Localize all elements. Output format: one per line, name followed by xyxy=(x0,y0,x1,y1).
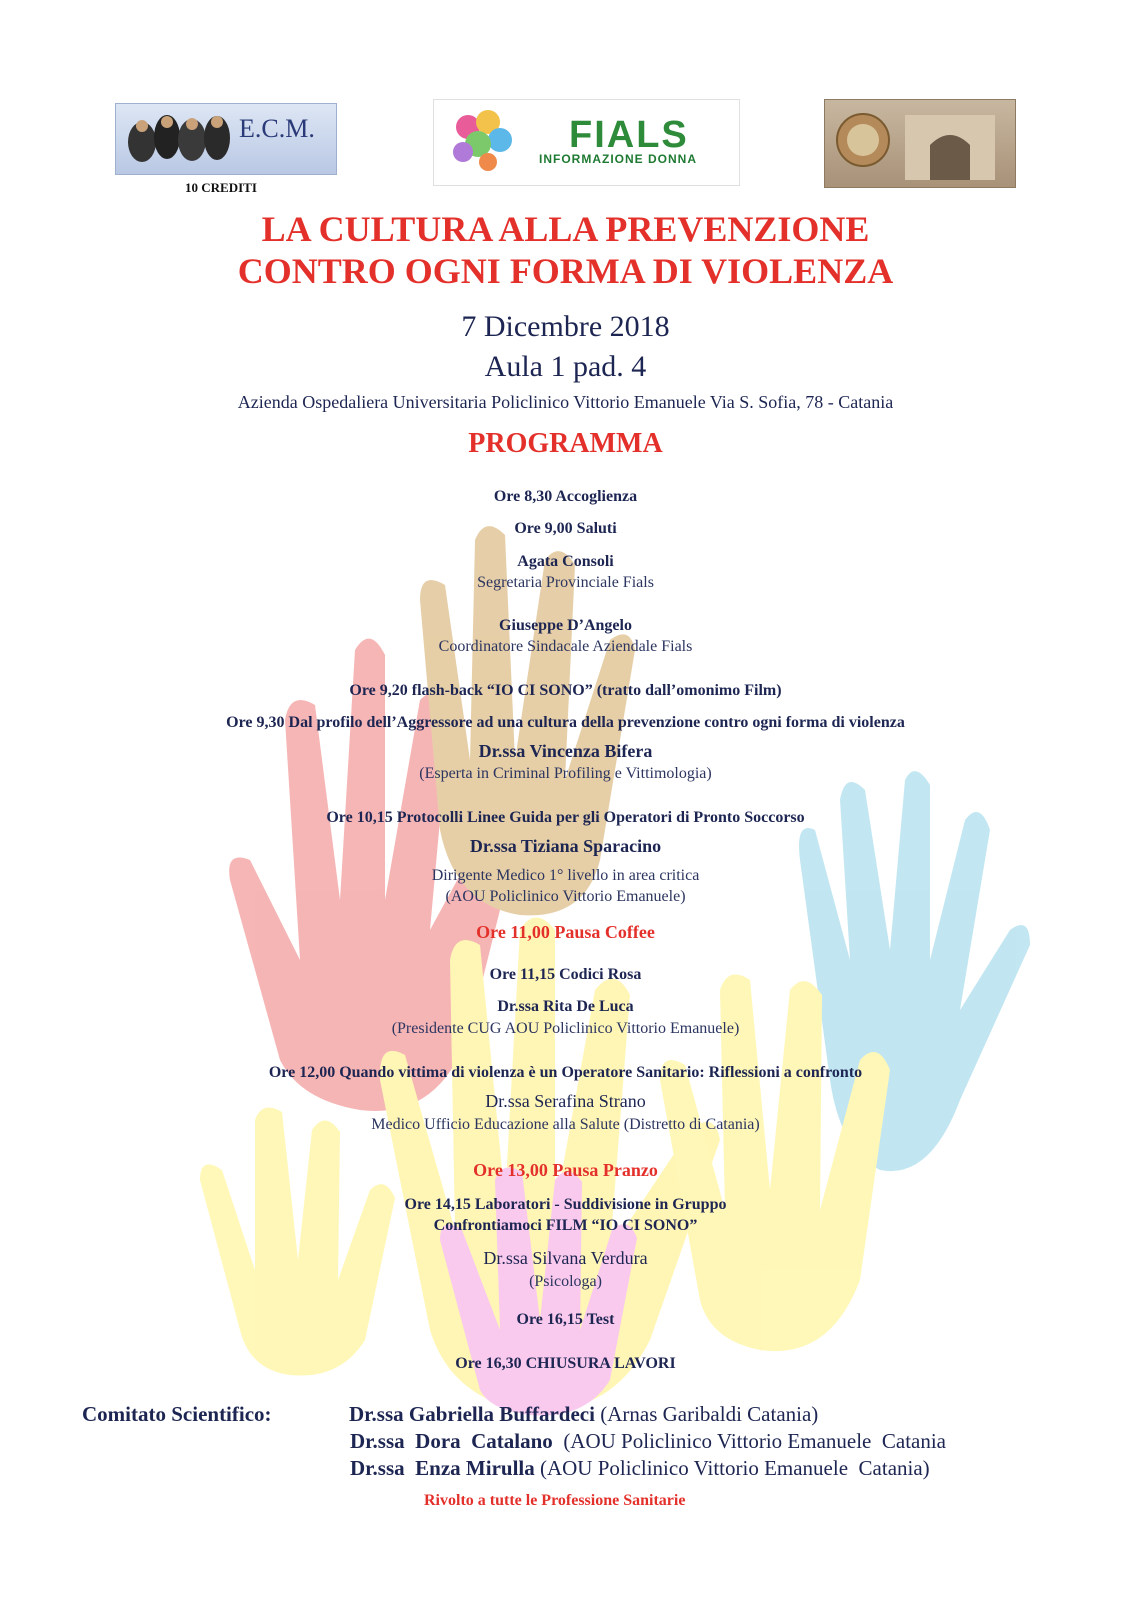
fials-logo xyxy=(433,99,740,186)
speaker-role: (AOU Policlinico Vittorio Emanuele) xyxy=(445,888,686,905)
title-line-1: LA CULTURA ALLA PREVENZIONE xyxy=(261,209,870,249)
title-line-2: CONTRO OGNI FORMA DI VIOLENZA xyxy=(237,251,894,291)
speaker-name: Dr.ssa Tiziana Sparacino xyxy=(469,836,662,856)
speaker-name: Dr.ssa Serafina Strano xyxy=(485,1091,646,1111)
program-item: Ore 9,20 flash-back “IO CI SONO” (tratto dall’omonimo Film) xyxy=(349,682,782,699)
speaker-name: Giuseppe D’Angelo xyxy=(499,617,632,634)
program-item: Confrontiamoci FILM “IO CI SONO” xyxy=(433,1217,698,1234)
ecm-logo xyxy=(115,103,337,175)
building-icon xyxy=(825,100,1015,187)
ecm-logo-text: E.C.M. xyxy=(239,114,315,143)
program-item: Ore 14,15 Laboratori - Suddivisione in Gruppo xyxy=(404,1196,727,1213)
speaker-role: Segretaria Provinciale Fials xyxy=(477,574,654,591)
committee-member xyxy=(350,1456,930,1481)
committee-member xyxy=(350,1429,946,1454)
ecm-credits: 10 CREDITI xyxy=(185,180,257,195)
program-item: Ore 16,30 CHIUSURA LAVORI xyxy=(455,1355,676,1372)
people-icon xyxy=(122,112,237,167)
fials-logo-text: FIALS xyxy=(569,114,689,156)
program-item: Ore 11,15 Codici Rosa xyxy=(489,966,642,983)
speaker-role: (Esperta in Criminal Profiling e Vittimologia) xyxy=(419,765,712,782)
program-item: Ore 12,00 Quando vittima di violenza è un Operatore Sanitario: Riflessioni a confronto xyxy=(268,1064,863,1081)
speaker-role: Coordinatore Sindacale Aziendale Fials xyxy=(438,638,693,655)
committee-member-name: Dr.ssa Enza Mirulla xyxy=(350,1456,535,1480)
speaker-role: (Psicologa) xyxy=(529,1273,602,1290)
committee-member-org: (Arnas Garibaldi Catania) xyxy=(594,1402,819,1426)
speaker-role: (Presidente CUG AOU Policlinico Vittorio Emanuele) xyxy=(391,1020,740,1037)
event-address: Azienda Ospedaliera Universitaria Policlinico Vittorio Emanuele Via S. Sofia, 78 - Catania xyxy=(237,392,894,412)
program-item: Ore 8,30 Accoglienza xyxy=(493,488,638,505)
colorful-head-icon xyxy=(438,102,528,182)
committee-member xyxy=(349,1402,818,1427)
program-item: Ore 16,15 Test xyxy=(516,1311,615,1328)
audience-note: Rivolto a tutte le Professione Sanitarie xyxy=(424,1492,686,1509)
committee-member-org: (AOU Policlinico Vittorio Emanuele Catania xyxy=(552,1429,946,1453)
speaker-name: Agata Consoli xyxy=(517,553,614,570)
speaker-name: Dr.ssa Rita De Luca xyxy=(497,998,634,1015)
program-item: Ore 9,00 Saluti xyxy=(514,520,617,537)
committee-member-org: (AOU Policlinico Vittorio Emanuele Catania) xyxy=(534,1456,930,1480)
speaker-role: Medico Ufficio Educazione alla Salute (Distretto di Catania) xyxy=(371,1116,760,1133)
program-item: Ore 9,30 Dal profilo dell’Aggressore ad una cultura della prevenzione contro ogni forma di violenza xyxy=(226,714,905,731)
speaker-role: Dirigente Medico 1° livello in area critica xyxy=(431,867,700,884)
speaker-name: Dr.ssa Vincenza Bifera xyxy=(478,741,653,761)
coffee-break: Ore 11,00 Pausa Coffee xyxy=(476,922,655,942)
committee-member-name: Dr.ssa Dora Catalano xyxy=(350,1429,553,1453)
event-room: Aula 1 pad. 4 xyxy=(484,350,647,383)
building-photo-logo xyxy=(824,99,1016,188)
event-date: 7 Dicembre 2018 xyxy=(461,310,670,343)
committee-member-name: Dr.ssa Gabriella Buffardeci xyxy=(349,1402,595,1426)
programma-heading: PROGRAMMA xyxy=(468,428,663,459)
program-item: Ore 10,15 Protocolli Linee Guida per gli Operatori di Pronto Soccorso xyxy=(326,809,805,826)
committee-label: Comitato Scientifico: xyxy=(82,1402,272,1426)
yellow-hand-shape-3 xyxy=(200,1108,395,1376)
fials-logo-subtitle: INFORMAZIONE DONNA xyxy=(539,152,697,166)
speaker-name: Dr.ssa Silvana Verdura xyxy=(483,1248,648,1268)
lunch-break: Ore 13,00 Pausa Pranzo xyxy=(473,1160,658,1180)
